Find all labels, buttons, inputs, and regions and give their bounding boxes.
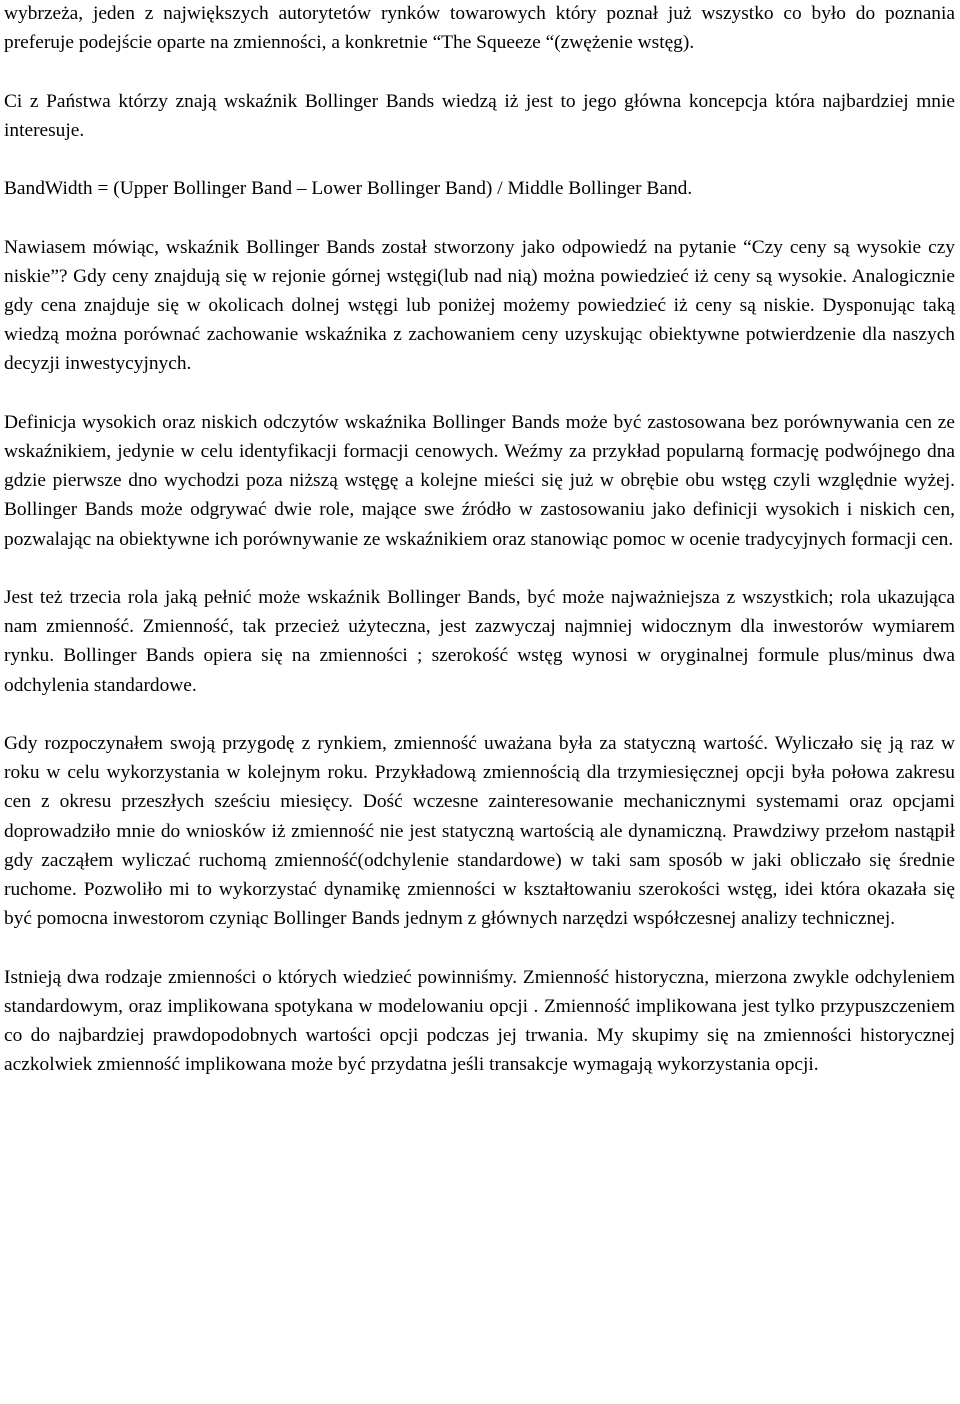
paragraph-volatility-types: Istnieją dwa rodzaje zmienności o których wiedzieć powinniśmy. Zmienność historyczna, mierzona zwykle odchyleniem standardowym, oraz implikowana spotykana w modelowaniu opcji . Zmienność implikowana jest tylko przypuszczeniem co do najbardziej prawdopodobnych wartości opcji podczas jej trwania. My skupimy się na zmienności historycznej aczkolwiek zmienność implikowana może być przydatna jeśli transakcje wymagają wykorzystania opcji.: [4, 966, 955, 1076]
paragraph-high-low-prices: Nawiasem mówiąc, wskaźnik Bollinger Bands został stworzony jako odpowiedź na pytanie “Czy ceny są wysokie czy niskie”? Gdy ceny znajdują się w rejonie górnej wstęgi(lub nad nią) można powiedzieć iż ceny są wysokie. Analogicznie gdy cena znajduje się w okolicach dolnej wstęgi lub poniżej możemy powiedzieć iż ceny są niskie. Dysponując taką wiedzą można porównać zachowanie wskaźnika z zachowaniem ceny uzyskując obiektywne potwierdzenie dla naszych decyzji inwestycyjnych.: [4, 236, 955, 375]
paragraph-main-concept: Ci z Państwa którzy znają wskaźnik Bollinger Bands wiedzą iż jest to jego główna koncepcja która najbardziej mnie interesuje.: [4, 90, 955, 141]
paragraph-squeeze-intro: wybrzeża, jeden z największych autorytetów rynków towarowych który poznał już wszystko co było do poznania preferuje podejście oparte na zmienności, a konkretnie “The Squeeze “(zwężenie wstęg).: [4, 3, 955, 54]
paragraph-definition-formations: Definicja wysokich oraz niskich odczytów wskaźnika Bollinger Bands może być zastosowana bez porównywania cen ze wskaźnikiem, jedynie w celu identyfikacji formacji cenowych. Weźmy za przykład popularną formację podwójnego dna gdzie pierwsze dno wychodzi poza niższą wstęgę a kolejne mieści się już w obrębie obu wstęg czyli względnie wyżej. Bollinger Bands może odgrywać dwie role, mające swe źródło w zastosowaniu jako definicji wysokich i niskich cen, pozwalając na obiektywne ich porównywanie ze wskaźnikiem oraz stanowiąc pomoc w ocenie tradycyjnych formacji cen.: [4, 411, 955, 550]
paragraph-third-role-volatility: Jest też trzecia rola jaką pełnić może wskaźnik Bollinger Bands, być może najważniejsza z wszystkich; rola ukazująca nam zmienność. Zmienność, tak przecież użyteczna, jest zazwyczaj najmniej widocznym dla inwestorów wymiarem rynku. Bollinger Bands opiera się na zmienności ; szerokość wstęg wynosi w oryginalnej formule plus/minus dwa odchylenia standardowe.: [4, 586, 955, 696]
document-page: [4, 0, 955, 1109]
paragraph-bandwidth-formula: BandWidth = (Upper Bollinger Band – Lower Bollinger Band) / Middle Bollinger Band.: [4, 178, 693, 200]
paragraph-dynamic-volatility: Gdy rozpoczynałem swoją przygodę z rynkiem, zmienność uważana była za statyczną wartość. Wyliczało się ją raz w roku w celu wykorzystania w kolejnym roku. Przykładową zmiennością dla trzymiesięcznej opcji była połowa zakresu cen z okresu przeszłych sześciu miesięcy. Dość wczesne zainteresowanie mechanicznymi systemami oraz opcjami doprowadziło mnie do wniosków iż zmienność nie jest statyczną wartością ale dynamiczną. Prawdziwy przełom nastąpił gdy zacząłem wyliczać ruchomą zmienność(odchylenie standardowe) w taki sam sposób w jaki obliczało się średnie ruchome. Pozwoliło mi to wykorzystać dynamikę zmienności w kształtowaniu szerokości wstęg, idei która okazała się być pomocna inwestorom czyniąc Bollinger Bands jednym z głównych narzędzi współczesnej analizy technicznej.: [4, 732, 955, 930]
